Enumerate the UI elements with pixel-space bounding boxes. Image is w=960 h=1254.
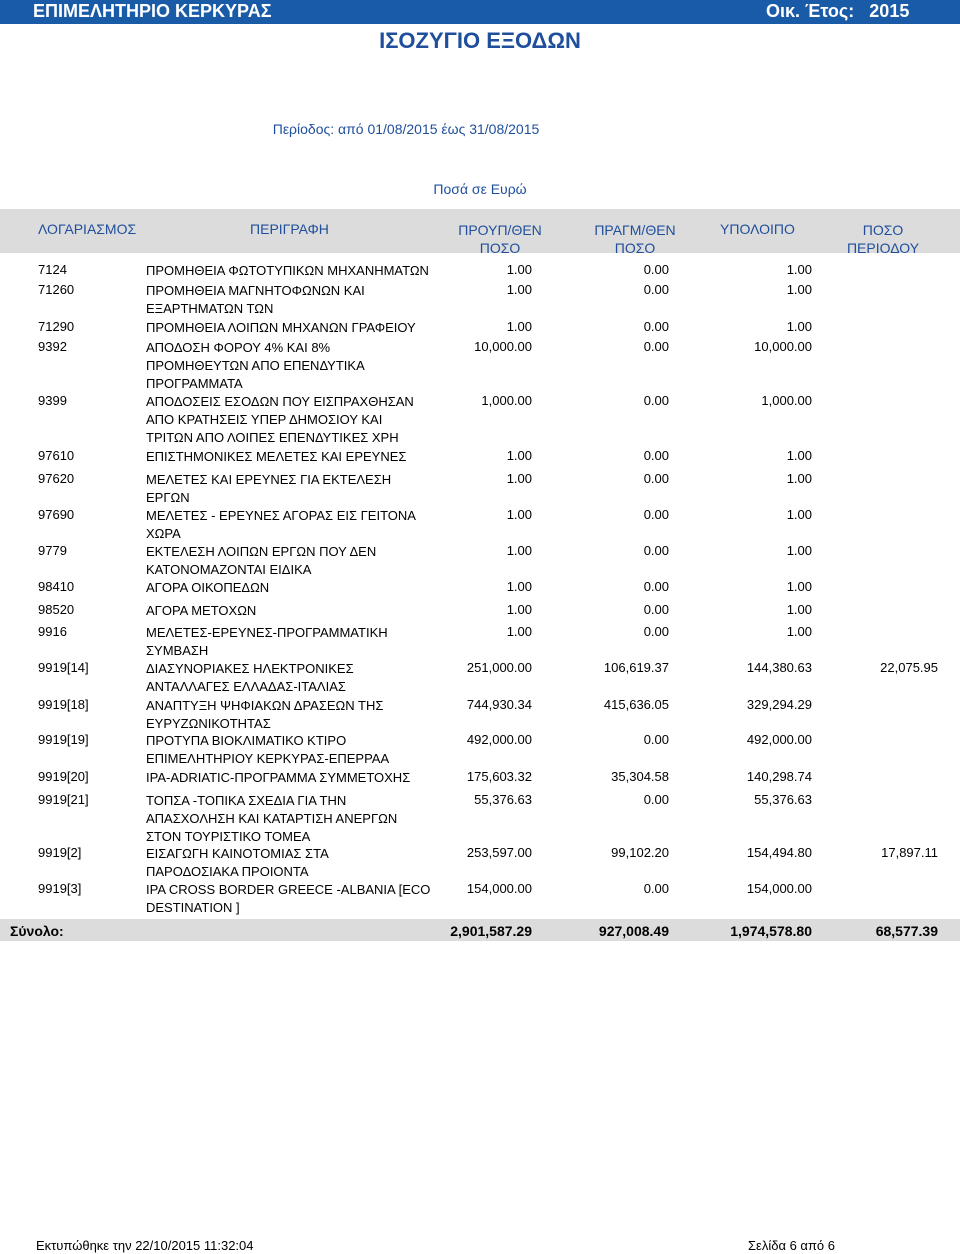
budget-amount: 744,930.34	[466, 697, 532, 712]
account-description: ΜΕΛΕΤΕΣ-ΕΡΕΥΝΕΣ-ΠΡΟΓΡΑΜΜΑΤΙΚΗ ΣΥΜΒΑΣΗ	[146, 625, 388, 658]
budget-amount: 492,000.00	[466, 732, 532, 747]
actual-amount: 0.00	[643, 579, 669, 594]
budget-amount: 1.00	[506, 624, 532, 639]
account-code: 9399	[38, 393, 67, 408]
account-description: ΜΕΛΕΤΕΣ - ΕΡΕΥΝΕΣ ΑΓΟΡΑΣ ΕΙΣ ΓΕΙΤΟΝΑ ΧΩΡΑ	[146, 508, 416, 541]
col-actual-line1: ΠΡΑΓΜ/ΘΕΝ	[594, 222, 676, 238]
balance-amount: 1.00	[786, 282, 812, 297]
fiscal-year-value: 2015	[869, 1, 910, 21]
report-title: ΙΣΟΖΥΓΙΟ ΕΞΟΔΩΝ	[379, 28, 581, 53]
total-balance: 1,974,578.80	[730, 923, 812, 939]
currency-note: Ποσά σε Ευρώ	[433, 181, 527, 197]
account-description: ΑΓΟΡΑ ΜΕΤΟΧΩΝ	[146, 603, 257, 618]
col-balance: ΥΠΟΛΟΙΠΟ	[720, 221, 795, 237]
account-description: ΤΟΠΣΑ -ΤΟΠΙΚΑ ΣΧΕΔΙΑ ΓΙΑ ΤΗΝ ΑΠΑΣΧΟΛΗΣΗ ΚΑΙ ΚΑΤΑΡΤΙΣΗ ΑΝΕΡΓΩΝ ΣΤΟΝ ΤΟΥΡΙΣΤΙΚΟ ΤΟΜΕΑ	[146, 793, 398, 844]
budget-amount: 1.00	[506, 319, 532, 334]
balance-amount: 1,000.00	[761, 393, 812, 408]
budget-amount: 251,000.00	[466, 660, 532, 675]
account-code: 71290	[38, 319, 75, 334]
account-code: 97610	[38, 448, 75, 463]
printed-timestamp: Εκτυπώθηκε την 22/10/2015 11:32:04	[36, 1238, 254, 1253]
col-period-line1: ΠΟΣΟ	[862, 222, 904, 238]
col-period-line2: ΠΕΡΙΟΔΟΥ	[846, 240, 920, 256]
actual-amount: 0.00	[643, 792, 669, 807]
account-code: 98410	[38, 579, 75, 594]
balance-amount: 1.00	[786, 507, 812, 522]
balance-amount: 1.00	[786, 448, 812, 463]
budget-amount: 10,000.00	[474, 339, 532, 354]
col-budget	[450, 221, 550, 257]
col-budget-line1: ΠΡΟΥΠ/ΘΕΝ	[458, 222, 542, 238]
balance-amount: 329,294.29	[746, 697, 812, 712]
account-description: IPA CROSS BORDER GREECE -ALBANIA [ECO DESTINATION ]	[146, 882, 431, 915]
page-number: Σελίδα 6 από 6	[748, 1238, 835, 1253]
account-code: 9919[20]	[38, 769, 89, 784]
col-period	[838, 221, 928, 257]
account-code: 9916	[38, 624, 67, 639]
actual-amount: 99,102.20	[611, 845, 669, 860]
actual-amount: 0.00	[643, 507, 669, 522]
account-code: 71260	[38, 282, 75, 297]
balance-amount: 140,298.74	[746, 769, 812, 784]
actual-amount: 0.00	[643, 543, 669, 558]
total-label: Σύνολο:	[10, 923, 64, 939]
actual-amount: 106,619.37	[603, 660, 669, 675]
account-description: ΑΠΟΔΟΣΕΙΣ ΕΣΟΔΩΝ ΠΟΥ ΕΙΣΠΡΑΧΘΗΣΑΝ ΑΠΟ ΚΡΑΤΗΣΕΙΣ ΥΠΕΡ ΔΗΜΟΣΙΟΥ ΚΑΙ ΤΡΙΤΩΝ ΑΠΟ ΛΟΙΠΕΣ ΕΠΕΝΔΥΤΙΚΕΣ ΧΡΗ	[146, 394, 414, 445]
account-code: 9919[18]	[38, 697, 89, 712]
totals-row	[0, 919, 960, 941]
budget-amount: 175,603.32	[466, 769, 532, 784]
total-actual: 927,008.49	[598, 923, 669, 939]
period-amount: 22,075.95	[880, 660, 938, 675]
account-code: 9919[21]	[38, 792, 89, 807]
report-header-bar	[0, 0, 960, 24]
budget-amount: 1.00	[506, 282, 532, 297]
balance-amount: 144,380.63	[746, 660, 812, 675]
balance-amount: 154,494.80	[746, 845, 812, 860]
budget-amount: 1,000.00	[481, 393, 532, 408]
account-description: ΕΚΤΕΛΕΣΗ ΛΟΙΠΩΝ ΕΡΓΩΝ ΠΟΥ ΔΕΝ ΚΑΤΟΝΟΜΑΖΟΝΤΑΙ ΕΙΔΙΚΑ	[146, 544, 377, 577]
actual-amount: 0.00	[643, 732, 669, 747]
account-code: 7124	[38, 262, 67, 277]
fiscal-year-label: Οικ. Έτος:	[766, 1, 855, 21]
account-code: 9392	[38, 339, 67, 354]
budget-amount: 1.00	[506, 471, 532, 486]
account-code: 9779	[38, 543, 67, 558]
account-code: 9919[14]	[38, 660, 89, 675]
account-description: ΑΝΑΠΤΥΞΗ ΨΗΦΙΑΚΩΝ ΔΡΑΣΕΩΝ ΤΗΣ ΕΥΡΥΖΩΝΙΚΟΤΗΤΑΣ	[146, 698, 384, 731]
actual-amount: 0.00	[643, 339, 669, 354]
total-period: 68,577.39	[875, 923, 938, 939]
balance-amount: 1.00	[786, 543, 812, 558]
balance-amount: 492,000.00	[746, 732, 812, 747]
actual-amount: 0.00	[643, 471, 669, 486]
balance-amount: 1.00	[786, 471, 812, 486]
budget-amount: 1.00	[506, 448, 532, 463]
actual-amount: 0.00	[643, 319, 669, 334]
account-code: 97620	[38, 471, 75, 486]
actual-amount: 415,636.05	[603, 697, 669, 712]
balance-amount: 1.00	[786, 579, 812, 594]
balance-amount: 55,376.63	[754, 792, 812, 807]
col-actual	[585, 221, 685, 257]
account-description: ΕΙΣΑΓΩΓΗ ΚΑΙΝΟΤΟΜΙΑΣ ΣΤΑ ΠΑΡΟΔΟΣΙΑΚΑ ΠΡΟΙΟΝΤΑ	[146, 846, 329, 879]
account-description: ΕΠΙΣΤΗΜΟΝΙΚΕΣ ΜΕΛΕΤΕΣ ΚΑΙ ΕΡΕΥΝΕΣ	[146, 449, 407, 464]
fiscal-year	[766, 1, 909, 22]
account-description: ΑΠΟΔΟΣΗ ΦΟΡΟΥ 4% ΚΑΙ 8% ΠΡΟΜΗΘΕΥΤΩΝ ΑΠΟ ΕΠΕΝΔΥΤΙΚΑ ΠΡΟΓΡΑΜΜΑΤΑ	[146, 340, 365, 391]
actual-amount: 0.00	[643, 624, 669, 639]
account-code: 9919[19]	[38, 732, 89, 747]
account-description: ΠΡΟΜΗΘΕΙΑ ΛΟΙΠΩΝ ΜΗΧΑΝΩΝ ΓΡΑΦΕΙΟΥ	[146, 320, 416, 335]
account-code: 98520	[38, 602, 75, 617]
balance-amount: 1.00	[786, 262, 812, 277]
actual-amount: 0.00	[643, 262, 669, 277]
account-code: 9919[3]	[38, 881, 82, 896]
budget-amount: 1.00	[506, 579, 532, 594]
organization-name: ΕΠΙΜΕΛΗΤΗΡΙΟ ΚΕΡΚΥΡΑΣ	[33, 1, 272, 21]
balance-amount: 154,000.00	[746, 881, 812, 896]
actual-amount: 35,304.58	[611, 769, 669, 784]
account-description: ΑΓΟΡΑ ΟΙΚΟΠΕΔΩΝ	[146, 580, 270, 595]
account-description: ΜΕΛΕΤΕΣ ΚΑΙ ΕΡΕΥΝΕΣ ΓΙΑ ΕΚΤΕΛΕΣΗ ΕΡΓΩΝ	[146, 472, 392, 505]
col-description: ΠΕΡΙΓΡΑΦΗ	[250, 221, 329, 237]
account-code: 9919[2]	[38, 845, 82, 860]
account-description: ΠΡΟΤΥΠΑ ΒΙΟΚΛΙΜΑΤΙΚΟ ΚΤΙΡΟ ΕΠΙΜΕΛΗΤΗΡΙΟΥ ΚΕΡΚΥΡΑΣ-ΕΠΕΡΡΑΑ	[146, 733, 390, 766]
col-actual-line2: ΠΟΣΟ	[614, 240, 656, 256]
balance-amount: 1.00	[786, 602, 812, 617]
account-description: IPA-ADRIATIC-ΠΡΟΓΡΑΜΜΑ ΣΥΜΜΕΤΟΧΗΣ	[146, 770, 411, 785]
budget-amount: 154,000.00	[466, 881, 532, 896]
budget-amount: 253,597.00	[466, 845, 532, 860]
report-period: Περίοδος: από 01/08/2015 έως 31/08/2015	[272, 121, 540, 137]
table-header	[0, 209, 960, 256]
col-account: ΛΟΓΑΡΙΑΣΜΟΣ	[38, 221, 137, 237]
budget-amount: 1.00	[506, 543, 532, 558]
actual-amount: 0.00	[643, 282, 669, 297]
budget-amount: 55,376.63	[474, 792, 532, 807]
actual-amount: 0.00	[643, 602, 669, 617]
account-description: ΠΡΟΜΗΘΕΙΑ ΜΑΓΝΗΤΟΦΩΝΩΝ ΚΑΙ ΕΞΑΡΤΗΜΑΤΩΝ ΤΩΝ	[146, 283, 365, 316]
actual-amount: 0.00	[643, 881, 669, 896]
total-budget: 2,901,587.29	[450, 923, 532, 939]
budget-amount: 1.00	[506, 262, 532, 277]
budget-amount: 1.00	[506, 602, 532, 617]
balance-amount: 1.00	[786, 624, 812, 639]
account-description: ΠΡΟΜΗΘΕΙΑ ΦΩΤΟΤΥΠΙΚΩΝ ΜΗΧΑΝΗΜΑΤΩΝ	[146, 263, 429, 278]
actual-amount: 0.00	[643, 393, 669, 408]
account-code: 97690	[38, 507, 75, 522]
balance-amount: 1.00	[786, 319, 812, 334]
col-budget-line2: ΠΟΣΟ	[479, 240, 521, 256]
period-amount: 17,897.11	[881, 845, 938, 860]
budget-amount: 1.00	[506, 507, 532, 522]
balance-amount: 10,000.00	[754, 339, 812, 354]
actual-amount: 0.00	[643, 448, 669, 463]
account-description: ΔΙΑΣΥΝΟΡΙΑΚΕΣ ΗΛΕΚΤΡΟΝΙΚΕΣ ΑΝΤΑΛΛΑΓΕΣ ΕΛΛΑΔΑΣ-ΙΤΑΛΙΑΣ	[146, 661, 354, 694]
